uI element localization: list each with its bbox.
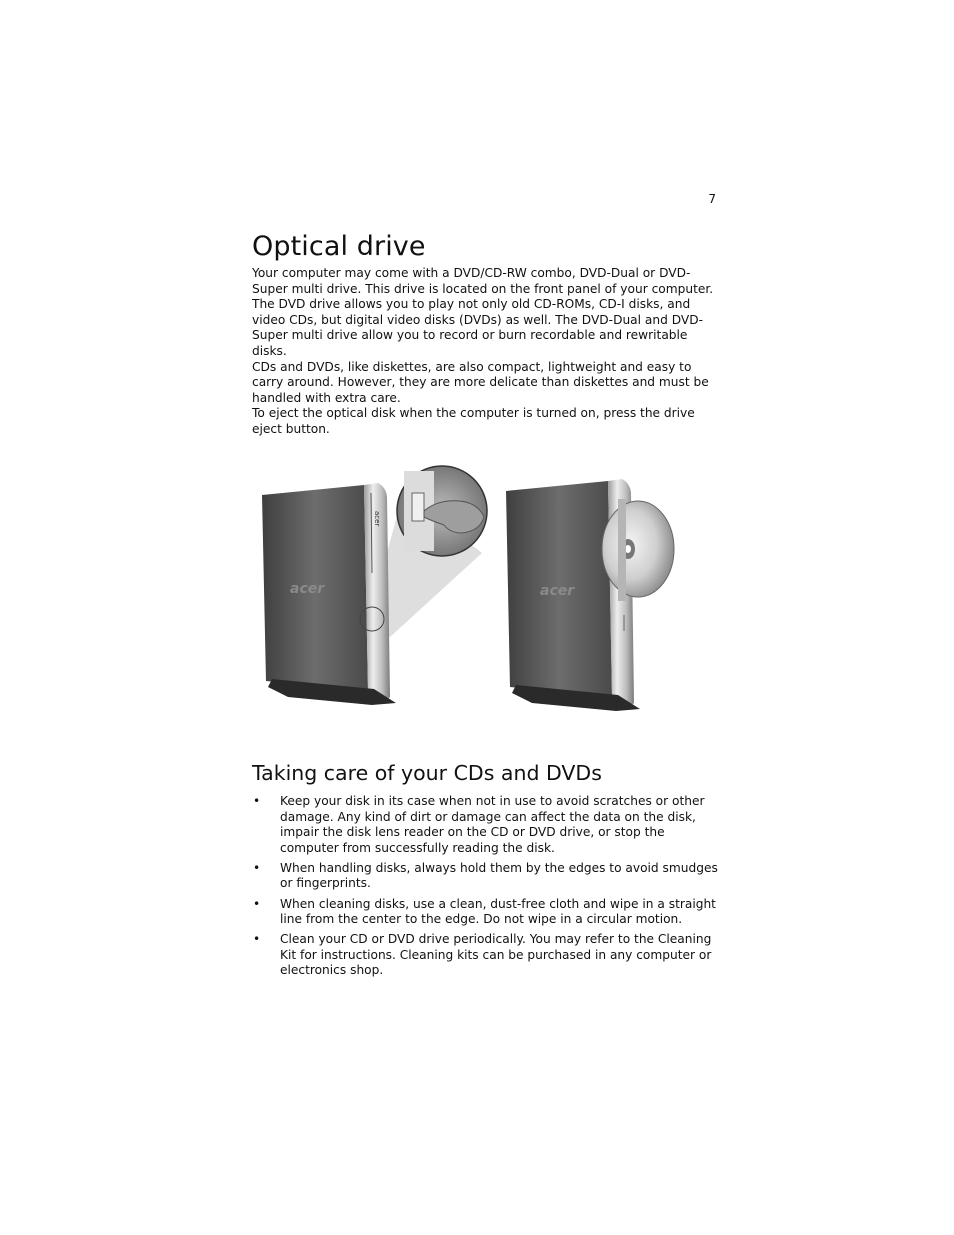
computer-right [506,479,674,711]
optical-drive-section [252,228,718,438]
list-item-text: When cleaning disks, use a clean, dust-free cloth and wipe in a straight line from the center to the edge. Do not wipe in a circular motion. [280,896,716,927]
computer-left [262,466,487,705]
ejected-disc [602,501,674,597]
list-item [252,861,718,892]
list-item-text: Keep your disk in its case when not in use to avoid scratches or other damage. Any kind of dirt or damage can affect the data on the disk, impair the disk lens reader on the CD or DVD drive, or stop the computer from successfully reading the disk. [280,794,705,855]
bullet-icon: • [253,860,261,875]
paragraph-drive-types: Your computer may come with a DVD/CD-RW combo, DVD-Dual or DVD-Super multi drive. This drive is located on the front panel of your computer. The DVD drive allows you to play not only old CD-ROMs, CD-I disks, and video CDs, but digital video disks (DVDs) as well. The DVD-Dual and DVD-Super multi drive allow you to record or burn recordable and rewritable disks. [252,266,714,358]
side-brand-logo: acer [290,581,325,597]
front-brand-label: acer [373,511,381,527]
list-item-text: When handling disks, always hold them by the edges to avoid smudges or fingerprints. [280,860,718,891]
zoom-eject-button [412,493,424,521]
bullet-icon: • [253,794,261,808]
disc-tray [618,499,626,601]
page-number: 7 [708,192,716,206]
bullet-icon: • [253,896,261,911]
optical-drive-illustration [254,453,706,735]
list-item [252,897,718,928]
section-title: Optical drive [252,231,426,262]
list-item [252,794,718,856]
paragraph-disk-care: CDs and DVDs, like diskettes, are also compact, lightweight and easy to carry around. However, they are more delicate than diskettes and must be handled with extra care. [252,359,709,405]
paragraph-eject: To eject the optical disk when the computer is turned on, press the drive eject button. [252,406,695,436]
bullet-icon: • [253,932,261,947]
disk-care-list [252,794,718,984]
list-item-text: Clean your CD or DVD drive periodically. You may refer to the Cleaning Kit for instructions. Cleaning kits can be purchased in any computer or electronics shop. [280,932,712,978]
list-item [252,932,718,979]
subsection-title: Taking care of your CDs and DVDs [252,761,602,785]
side-brand-logo: acer [540,583,575,599]
